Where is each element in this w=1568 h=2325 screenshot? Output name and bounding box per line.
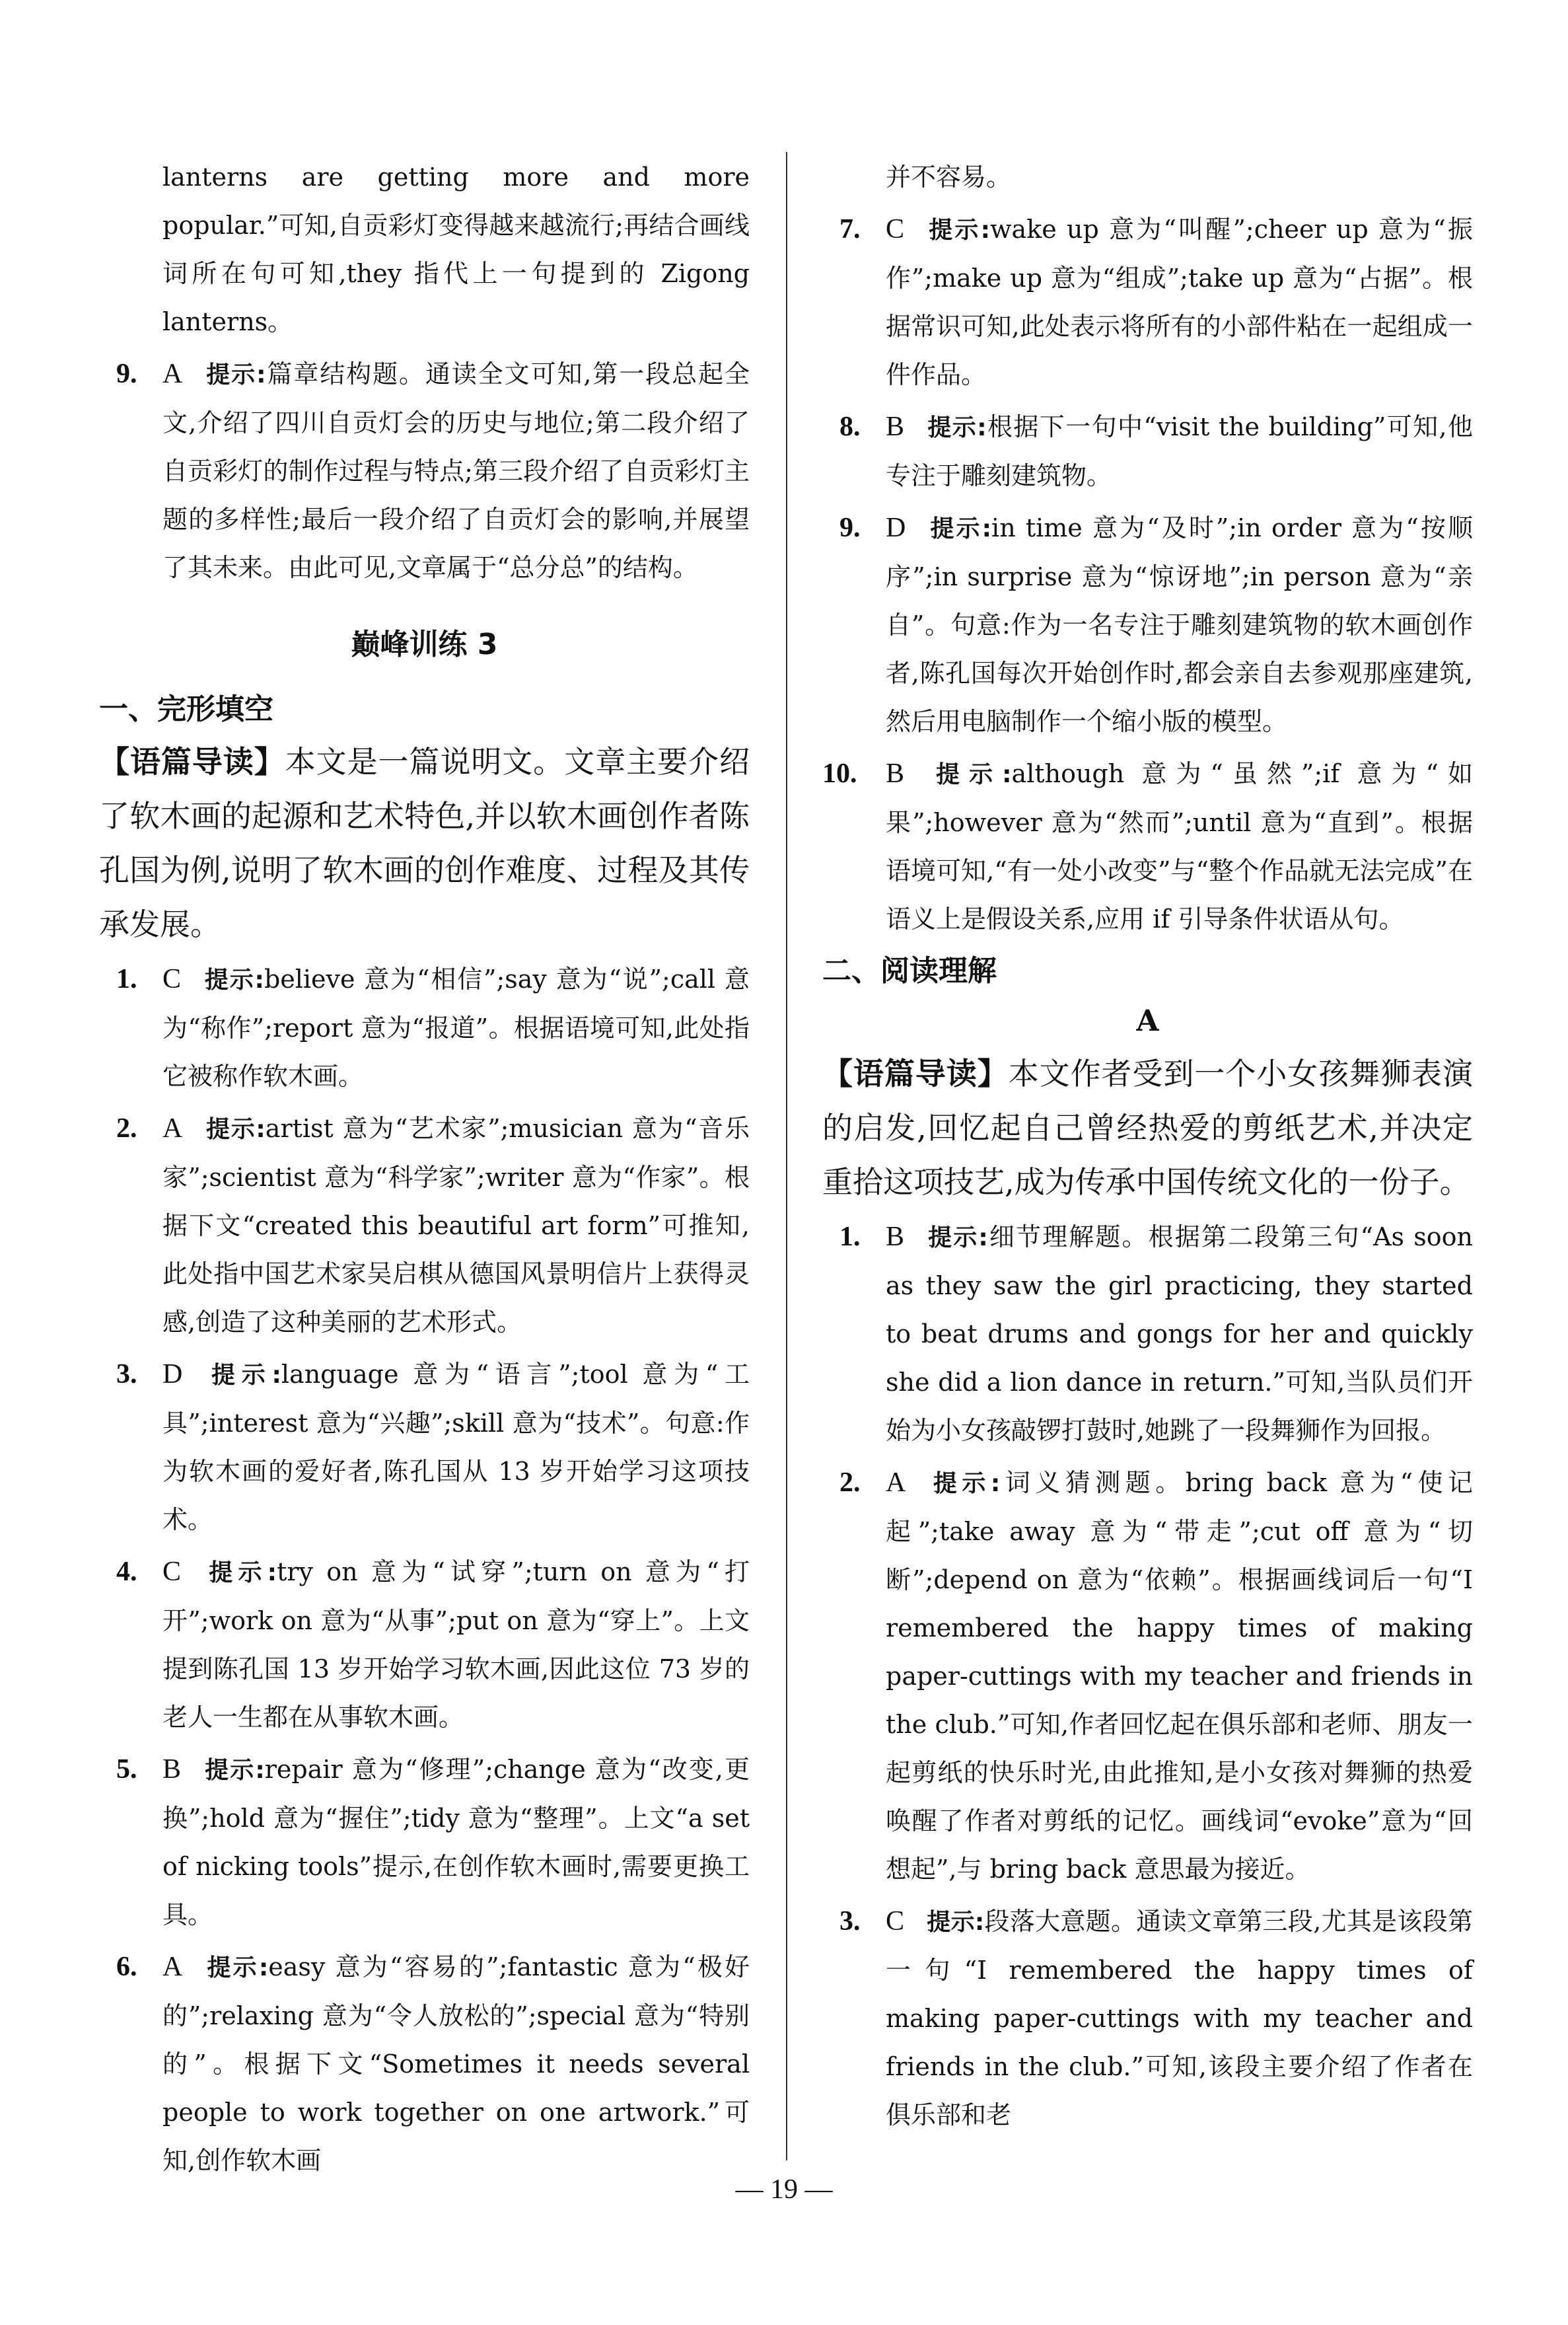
- guide-label: 【语篇导读】: [99, 744, 285, 780]
- hint-label: 提示:: [928, 515, 992, 542]
- item-number: 10.: [822, 758, 857, 789]
- hint-label: 提示:: [205, 1954, 269, 1981]
- guide-text: 本文是一篇说明文。文章主要介绍了软木画的起源和艺术特色,并以软木画创作者陈孔国为例,说明了软木画的创作难度、过程及其传承发展。: [99, 744, 750, 942]
- hint-label: 提示:: [203, 967, 264, 994]
- right-column: [822, 153, 1473, 2139]
- continued-text: 并不容易。: [886, 163, 1012, 192]
- answer-item: [99, 350, 750, 592]
- item-text: in time 意为“及时”;in order 意为“按顺序”;in surprise 意为“惊讶地”;in person 意为“亲自”。句意:作为一名专注于雕刻建筑物的软木画创作者,陈孔国每次开始创作时,都会亲自去参观那座建筑,然后用电脑制作一个缩小版的模型。: [886, 513, 1473, 736]
- answer-item: [822, 403, 1473, 500]
- answer-list: [822, 1213, 1473, 2139]
- item-answer: A: [162, 1952, 183, 1982]
- item-answer: C: [886, 1906, 905, 1937]
- item-number: 3.: [116, 1359, 137, 1389]
- answer-item: [99, 1105, 750, 1347]
- item-number: 1.: [116, 964, 137, 994]
- guide-label: 【语篇导读】: [822, 1056, 1009, 1091]
- answer-item: [99, 1350, 750, 1544]
- item-text: 根据下一句中“visit the building”可知,他专注于雕刻建筑物。: [886, 412, 1473, 490]
- item-number: 3.: [839, 1906, 861, 1937]
- item-text: although 意为“虽然”;if 意为“如果”;however 意为“然而”;until 意为“直到”。根据语境可知,“有一处小改变”与“整个作品就无法完成”在语义上是假设关系,应用 if 引导条件状语从句。: [886, 759, 1473, 934]
- item-answer: B: [886, 412, 905, 442]
- hint-label: 提示:: [203, 1559, 277, 1586]
- item-answer: A: [162, 359, 183, 389]
- item-text: 篇章结构题。通读全文可知,第一段总起全文,介绍了四川自贡灯会的历史与地位;第二段介绍了自贡彩灯的制作过程与特点;第三段介绍了自贡彩灯主题的多样性;最后一段介绍了自贡灯会的影响,并展望了其未来。由此可见,文章属于“总分总”的结构。: [162, 359, 750, 582]
- passage-guide: [822, 1047, 1473, 1209]
- item-number: 2.: [839, 1467, 861, 1498]
- answer-item: [822, 750, 1473, 943]
- answer-item: [822, 1898, 1473, 2139]
- item-text: 段落大意题。通读文章第三段,尤其是该段第一句“I remembered the happy times of making paper-cuttings with my teacher and friends in the club.”可知,该段主要介绍了作者在俱乐部和老: [886, 1907, 1473, 2129]
- item-text: believe 意为“相信”;say 意为“说”;call 意为“称作”;report 意为“报道”。根据语境可知,此处指它被称作软木画。: [162, 965, 750, 1091]
- item-answer: B: [886, 758, 905, 789]
- page-number: — 19 —: [735, 2174, 833, 2205]
- hint-label: 提示:: [927, 1909, 985, 1936]
- passage-guide: [99, 735, 750, 951]
- section-title: 巅峰训练 3: [351, 628, 498, 661]
- answer-list: [822, 205, 1473, 943]
- item-answer: B: [162, 1754, 182, 1785]
- hint-label: 提示:: [205, 1116, 266, 1143]
- item-answer: A: [886, 1467, 906, 1498]
- item-answer: C: [162, 964, 182, 994]
- item-text: wake up 意为“叫醒”;cheer up 意为“振作”;make up 意为“组成”;take up 意为“占据”。根据常识可知,此处表示将所有的小部件粘在一起组成一件作品。: [886, 215, 1473, 389]
- item-answer: A: [162, 1113, 183, 1144]
- item-answer: C: [886, 214, 905, 244]
- item-answer: D: [162, 1359, 183, 1389]
- item-number: 1.: [839, 1222, 861, 1252]
- answer-item: [99, 1943, 750, 2185]
- answer-item: [822, 205, 1473, 399]
- answer-item: [822, 1459, 1473, 1894]
- answer-item: [822, 1213, 1473, 1455]
- continued-text: lanterns are getting more and more popular.”可知,自贡彩灯变得越来越流行;再结合画线词所在句可知,they 指代上一句提到的 Zigong lanterns。: [162, 163, 750, 336]
- answer-item: [822, 504, 1473, 746]
- hint-label: 提示:: [927, 761, 1012, 788]
- item-text: language 意为“语言”;tool 意为“工具”;interest 意为“兴趣”;skill 意为“技术”。句意:作为软木画的爱好者,陈孔国从 13 岁开始学习这项技术。: [162, 1360, 750, 1534]
- item-answer: B: [886, 1222, 905, 1252]
- hint-label: 提示:: [928, 1470, 1001, 1497]
- item-number: 6.: [116, 1952, 137, 1982]
- hint-label: 提示:: [203, 1757, 265, 1784]
- part-title: 二、阅读理解: [822, 954, 997, 988]
- item-number: 9.: [116, 359, 137, 389]
- item-text: 细节理解题。根据第二段第三句“As soon as they saw the girl practicing, they started to beat drums and gongs for her and quickly she did a lion dance in return.”可知,当队员们开始为小女孩敲锣打鼓时,她跳了一段舞狮作为回报。: [886, 1222, 1473, 1445]
- item-number: 8.: [839, 412, 861, 442]
- hint-label: 提示:: [927, 217, 991, 244]
- column-divider: [786, 152, 787, 2160]
- item-number: 7.: [839, 214, 861, 244]
- part-title: 一、完形填空: [99, 692, 273, 726]
- item-text: 词义猜测题。bring back 意为“使记起”;take away 意为“带走”;cut off 意为“切断”;depend on 意为“依赖”。根据画线词后一句“I remembered the happy times of making paper-cuttings with my teacher and friends in the club.”可知,作者回忆起在俱乐部和老师、朋友一起剪纸的快乐时光,由此推知,是小女孩对舞狮的热爱唤醒了作者对剪纸的记忆。画线词“evoke”意为“回想起”,与 bring back 意思最为接近。: [886, 1468, 1473, 1884]
- item-answer: C: [162, 1557, 182, 1587]
- hint-label: 提示:: [205, 1362, 281, 1389]
- item-number: 9.: [839, 513, 861, 543]
- item-answer: D: [886, 513, 906, 543]
- item-text: artist 意为“艺术家”;musician 意为“音乐家”;scientist 意为“科学家”;writer 意为“作家”。根据下文“created this beautiful art form”可推知,此处指中国艺术家吴启棋从德国风景明信片上获得灵感,创造了这种美丽的艺术形式。: [162, 1114, 750, 1337]
- answer-item: [99, 955, 750, 1101]
- answer-item: [99, 1548, 750, 1742]
- guide-text: 本文作者受到一个小女孩舞狮表演的启发,回忆起自己曾经热爱的剪纸艺术,并决定重拾这项技艺,成为传承中国传统文化的一份子。: [822, 1056, 1474, 1200]
- item-text: try on 意为“试穿”;turn on 意为“打开”;work on 意为“从事”;put on 意为“穿上”。上文提到陈孔国 13 岁开始学习软木画,因此这位 73 岁的老人一生都在从事软木画。: [162, 1557, 750, 1732]
- hint-label: 提示:: [927, 414, 987, 441]
- item-text: easy 意为“容易的”;fantastic 意为“极好的”;relaxing 意为“令人放松的”;special 意为“特别的”。根据下文“Sometimes it needs several people to work together on one artwork.”可知,创作软木画: [162, 1952, 750, 2175]
- hint-label: 提示:: [205, 361, 266, 388]
- left-column: [99, 153, 750, 2185]
- item-number: 2.: [116, 1113, 137, 1144]
- passage-letter: A: [1136, 1004, 1159, 1038]
- item-text: repair 意为“修理”;change 意为“改变,更换”;hold 意为“握住”;tidy 意为“整理”。上文“a set of nicking tools”提示,在创作软木画时,需要更换工具。: [162, 1755, 750, 1929]
- answer-list: [99, 955, 750, 2185]
- item-number: 4.: [116, 1557, 137, 1587]
- answer-item: [99, 1746, 750, 1939]
- item-number: 5.: [116, 1754, 137, 1785]
- hint-label: 提示:: [927, 1224, 988, 1251]
